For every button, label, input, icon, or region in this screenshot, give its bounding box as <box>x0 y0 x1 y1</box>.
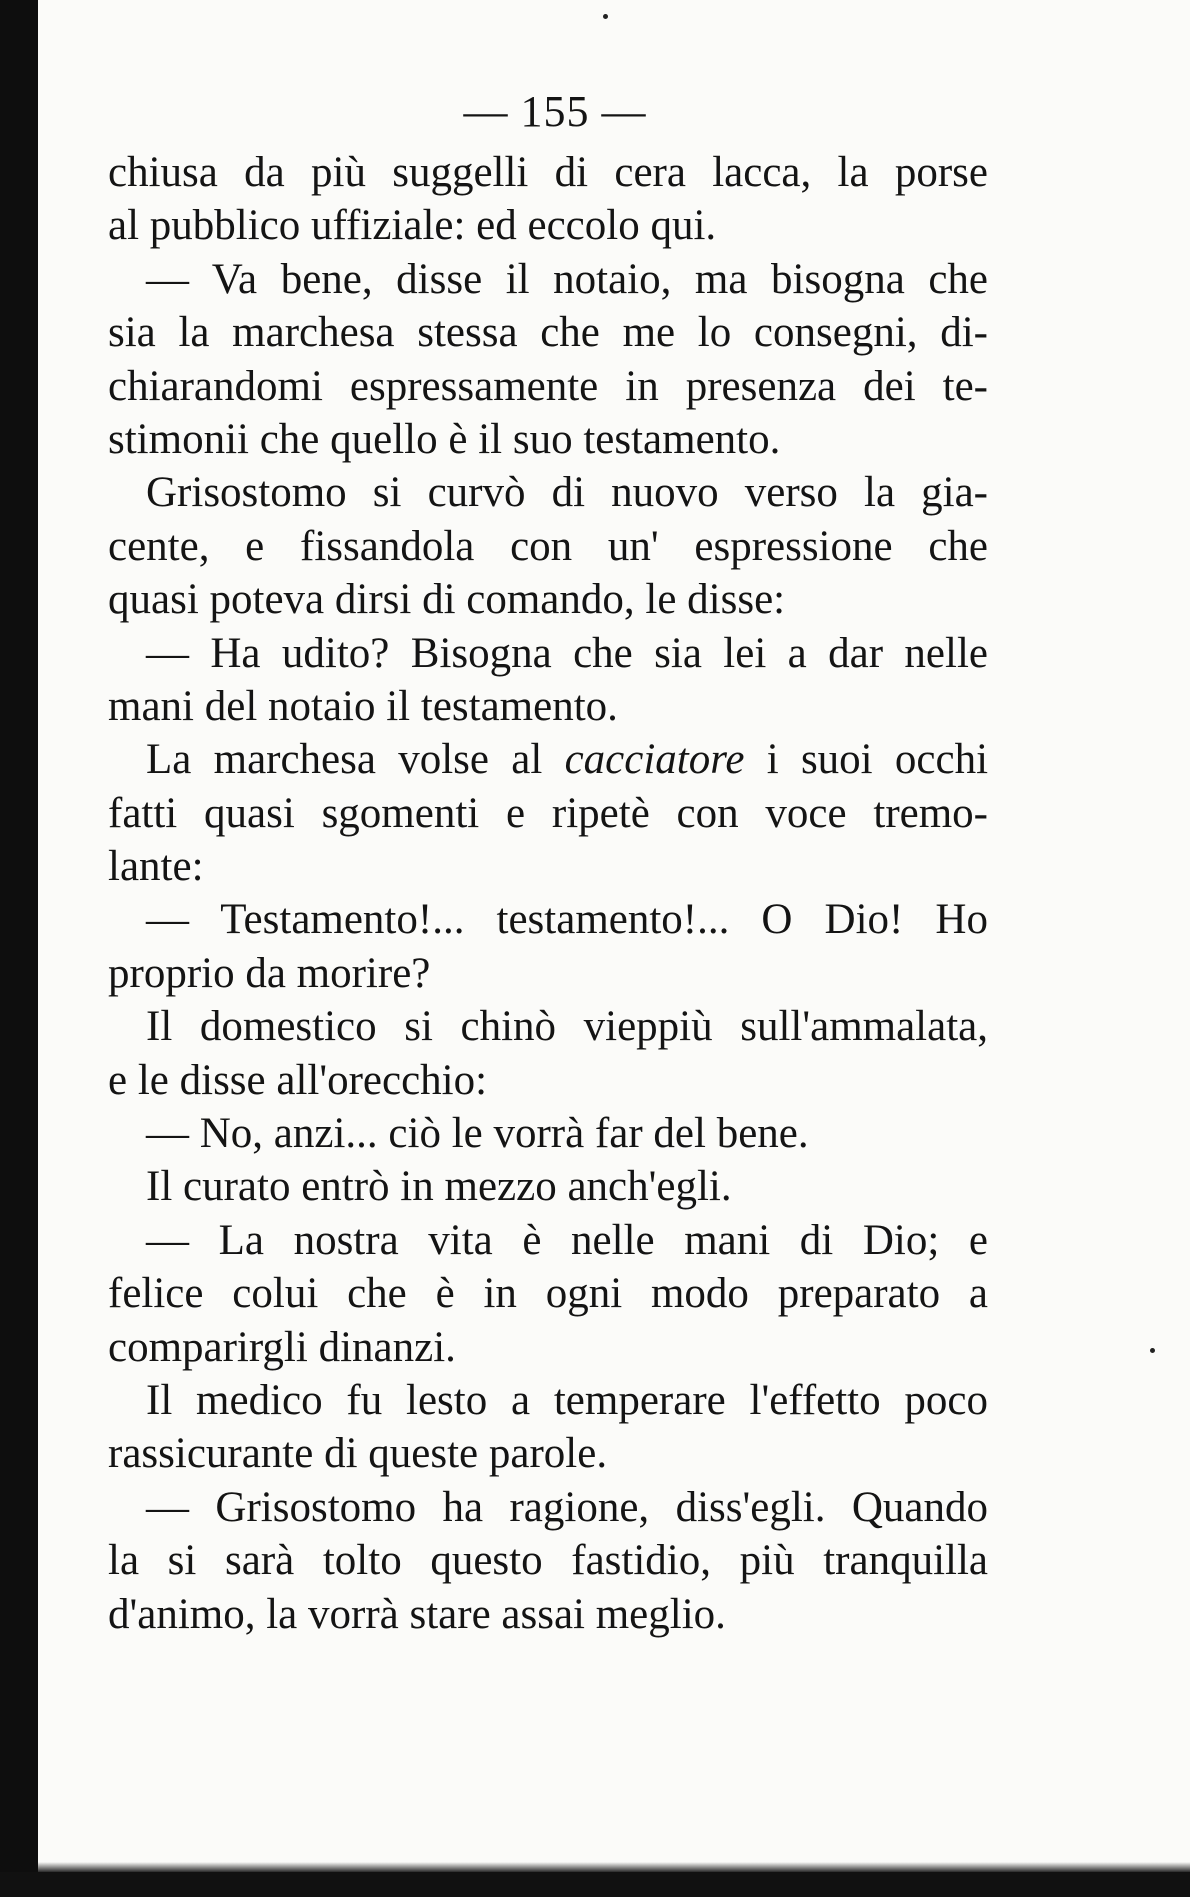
text-line: Il curato entrò in mezzo anch'egli. <box>146 1163 732 1211</box>
text-line: proprio da morire? <box>108 949 431 997</box>
ink-speck <box>1150 1348 1155 1353</box>
ink-speck <box>603 14 608 19</box>
text-segment: i suoi occhi <box>766 736 988 784</box>
text-line: fatti quasi sgomenti e ripetè con voce tremo- <box>108 789 988 837</box>
text-line: e le disse all'orecchio: <box>108 1056 488 1104</box>
text-line: Grisostomo si curvò di nuovo verso la gia- <box>146 469 988 517</box>
page-number: — 155 — <box>463 87 647 136</box>
text-line: — Grisostomo ha ragione, diss'egli. Quando <box>146 1483 988 1531</box>
text-line: mani del notaio il testamento. <box>108 682 618 730</box>
text-line: — Va bene, disse il notaio, ma bisogna che <box>146 255 988 303</box>
text-line: la si sarà tolto questo fastidio, più tranquilla <box>108 1537 988 1585</box>
text-line: quasi poteva dirsi di comando, le disse: <box>108 576 786 624</box>
text-line: Il domestico si chinò vieppiù sull'ammalata, <box>146 1003 988 1051</box>
text-line: chiusa da più suggelli di cera lacca, la porse <box>108 149 988 196</box>
text-line: — La nostra vita è nelle mani di Dio; e <box>146 1216 988 1264</box>
text-line: lante: <box>108 843 204 891</box>
body-text <box>108 146 988 1641</box>
text-segment: La marchesa volse al <box>146 736 543 784</box>
binding-edge <box>0 0 38 1897</box>
text-line: — Ha udito? Bisogna che sia lei a dar nelle <box>146 629 988 677</box>
text-line: stimonii che quello è il suo testamento. <box>108 415 781 463</box>
text-line: rassicurante di queste parole. <box>108 1430 608 1478</box>
text-line: cente, e fissandola con un' espressione che <box>108 522 988 570</box>
italic-word: cacciatore <box>564 736 745 784</box>
text-line: felice colui che è in ogni modo preparato a <box>108 1270 988 1318</box>
text-line: — No, anzi... ciò le vorrà far del bene. <box>146 1110 809 1158</box>
text-line: — Testamento!... testamento!... O Dio! Ho <box>146 896 988 944</box>
text-line: d'animo, la vorrà stare assai meglio. <box>108 1590 726 1638</box>
text-line <box>108 733 988 786</box>
bottom-edge <box>0 1872 1190 1897</box>
text-line: sia la marchesa stessa che me lo consegni, di- <box>108 309 988 357</box>
text-line: Il medico fu lesto a temperare l'effetto poco <box>146 1376 988 1424</box>
text-line: comparirgli dinanzi. <box>108 1323 456 1371</box>
text-line: chiarandomi espressamente in presenza dei te- <box>108 362 988 410</box>
bottom-shadow <box>38 1862 1190 1872</box>
text-line: al pubblico uffiziale: ed eccolo qui. <box>108 202 717 250</box>
